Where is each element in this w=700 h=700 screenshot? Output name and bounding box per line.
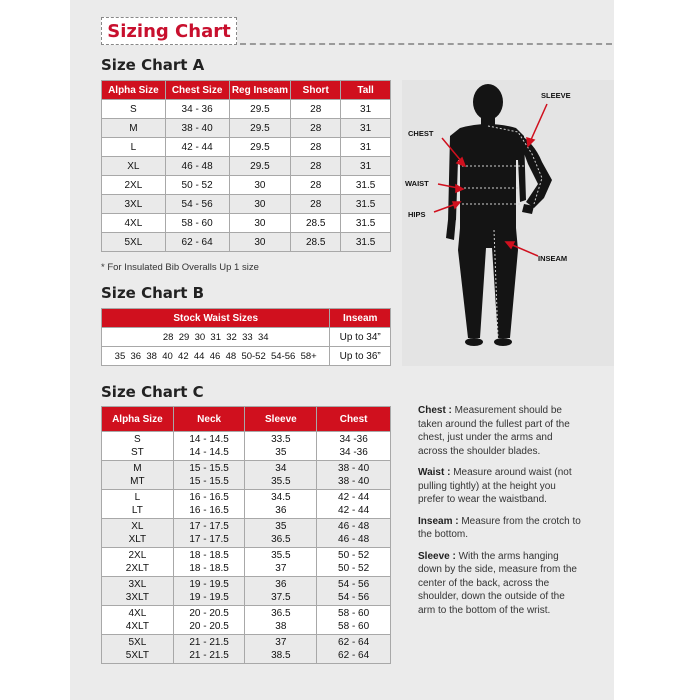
chart-a-title: Size Chart A: [101, 56, 205, 74]
chart-c-cell: [245, 519, 317, 548]
chart-c-cell-line: 21 - 21.5: [189, 637, 229, 648]
title-box: [101, 17, 237, 45]
chart-c-cell-line: 2XL: [128, 550, 147, 561]
chart-c-cell-line: 35.5: [271, 550, 291, 561]
chart-c-cell-line: 35.5: [271, 476, 291, 487]
table-row: [102, 461, 391, 490]
chart-c-cell: [173, 577, 245, 606]
chart-a-cell: 31: [341, 157, 391, 176]
table-row: [102, 157, 391, 176]
chart-c-cell-line: 38 - 40: [338, 476, 370, 487]
chart-c-cell: [173, 432, 245, 461]
table-row: [102, 347, 391, 366]
chart-a-cell: 2XL: [102, 176, 166, 195]
size-chart-a-table: [101, 80, 391, 252]
desc-chest-text: Measurement should be taken around the fullest part of the chest, just under the arms and across the shoulder blades.: [418, 405, 570, 457]
chart-c-cell-line: 35: [275, 521, 287, 532]
chest-label: CHEST: [408, 129, 434, 138]
measurement-figure: [402, 80, 614, 366]
table-row: [102, 548, 391, 577]
chart-c-cell: [317, 490, 391, 519]
chart-c-cell: [317, 432, 391, 461]
chart-c-cell: [102, 577, 174, 606]
desc-sleeve: [418, 550, 582, 618]
chart-c-cell-line: 18 - 18.5: [189, 563, 229, 574]
chart-c-cell: [317, 635, 391, 664]
chart-c-cell-line: LT: [131, 505, 143, 516]
chart-c-cell-line: S: [134, 434, 141, 445]
chart-c-cell-line: ST: [130, 447, 144, 458]
chart-c-cell-line: 46 - 48: [338, 534, 370, 545]
chart-a-cell: S: [102, 100, 166, 119]
chart-c-header-0: Alpha Size: [102, 407, 174, 432]
chart-c-cell-line: 37.5: [271, 592, 291, 603]
chart-a-header-4: Tall: [341, 81, 391, 100]
chart-c-cell-line: 15 - 15.5: [189, 463, 229, 474]
table-row: [102, 606, 391, 635]
table-row: [102, 432, 391, 461]
chart-a-cell: 30: [229, 176, 291, 195]
chart-a-cell: 34 - 36: [165, 100, 229, 119]
chart-a-note: * For Insulated Bib Overalls Up 1 size: [101, 262, 259, 273]
chart-a-cell: 5XL: [102, 233, 166, 252]
chart-c-cell: [245, 490, 317, 519]
desc-inseam-text: Measure from the crotch to the bottom.: [418, 515, 581, 540]
size-chart-c-table: [101, 406, 391, 664]
chart-b-header-1: Inseam: [330, 309, 391, 328]
chart-a-cell: 28.5: [291, 214, 341, 233]
chart-c-cell-line: 17 - 17.5: [189, 521, 229, 532]
table-row: [102, 233, 391, 252]
chart-a-cell: 28: [291, 138, 341, 157]
waist-label: WAIST: [405, 179, 429, 188]
chart-a-cell: 28: [291, 176, 341, 195]
chart-a-cell: 29.5: [229, 157, 291, 176]
table-row: [102, 519, 391, 548]
chart-c-cell-line: 36: [275, 579, 287, 590]
chart-c-cell-line: M: [133, 463, 142, 474]
chart-b-title: Size Chart B: [101, 284, 205, 302]
chart-c-cell-line: XLT: [128, 534, 147, 545]
table-row: [102, 577, 391, 606]
chart-c-cell: [245, 606, 317, 635]
table-row: [102, 119, 391, 138]
sizing-chart-page: [70, 0, 614, 700]
table-row: [102, 176, 391, 195]
table-row: [102, 100, 391, 119]
chart-c-cell-line: 38 - 40: [338, 463, 370, 474]
chart-c-cell-line: 50 - 52: [338, 550, 370, 561]
chart-a-cell: 30: [229, 195, 291, 214]
chart-a-header-0: Alpha Size: [102, 81, 166, 100]
desc-waist-term: Waist :: [418, 467, 451, 478]
inseam-label: INSEAM: [538, 254, 568, 263]
chart-a-cell: 31: [341, 138, 391, 157]
sleeve-label: SLEEVE: [541, 91, 571, 100]
chart-c-cell-line: 3XLT: [125, 592, 149, 603]
chart-c-cell-line: 34: [275, 463, 287, 474]
chart-a-cell: 38 - 40: [165, 119, 229, 138]
chart-a-cell: 31: [341, 100, 391, 119]
chart-c-cell-line: 36: [275, 505, 287, 516]
chart-c-cell-line: 34.5: [271, 492, 291, 503]
chart-a-cell: 28: [291, 100, 341, 119]
chart-c-cell: [245, 432, 317, 461]
hips-label: HIPS: [408, 210, 426, 219]
chart-c-header-2: Sleeve: [245, 407, 317, 432]
chart-c-cell-line: 15 - 15.5: [189, 476, 229, 487]
chart-a-cell: 31.5: [341, 233, 391, 252]
chart-c-header-1: Neck: [173, 407, 245, 432]
chart-c-cell: [317, 461, 391, 490]
chart-a-cell: 28: [291, 119, 341, 138]
chart-c-cell-line: 36.5: [271, 534, 291, 545]
chart-c-cell-line: 2XLT: [125, 563, 149, 574]
chart-c-cell-line: 50 - 52: [338, 563, 370, 574]
measurement-descriptions: [418, 404, 582, 625]
chart-c-cell: [173, 461, 245, 490]
desc-inseam-term: Inseam :: [418, 515, 459, 527]
chart-c-cell-line: 35: [275, 447, 287, 458]
chart-a-header-3: Short: [291, 81, 341, 100]
chart-a-cell: M: [102, 119, 166, 138]
chart-c-cell: [173, 490, 245, 519]
chart-c-cell: [173, 606, 245, 635]
chart-c-cell: [245, 461, 317, 490]
chart-c-cell: [317, 577, 391, 606]
chart-c-cell: [173, 548, 245, 577]
chart-c-cell-line: 54 - 56: [338, 592, 370, 603]
chart-b-header-0: Stock Waist Sizes: [102, 309, 330, 328]
chart-c-cell-line: 34 -36: [339, 434, 368, 445]
chart-c-cell-line: 37: [275, 637, 287, 648]
desc-sleeve-term: Sleeve :: [418, 550, 456, 562]
chart-a-cell: 31.5: [341, 214, 391, 233]
chart-a-cell: L: [102, 138, 166, 157]
chart-c-cell: [173, 519, 245, 548]
chart-a-cell: 28: [291, 195, 341, 214]
chart-c-cell-line: 38: [275, 621, 287, 632]
chart-a-cell: 31.5: [341, 176, 391, 195]
chart-c-cell-line: 19 - 19.5: [189, 579, 229, 590]
desc-waist: [418, 466, 582, 507]
chart-c-cell-line: 14 - 14.5: [189, 447, 229, 458]
chart-a-cell: 42 - 44: [165, 138, 229, 157]
chart-c-cell-line: 21 - 21.5: [189, 650, 229, 661]
chart-c-cell-line: 19 - 19.5: [189, 592, 229, 603]
chart-c-cell-line: 16 - 16.5: [189, 492, 229, 503]
chart-c-cell: [102, 461, 174, 490]
desc-inseam: [418, 515, 582, 542]
chart-a-cell: 28: [291, 157, 341, 176]
chart-c-cell-line: 37: [275, 563, 287, 574]
chart-a-cell: 30: [229, 233, 291, 252]
chart-c-cell-line: 4XL: [128, 608, 147, 619]
chart-a-cell: 4XL: [102, 214, 166, 233]
title-divider: [240, 43, 612, 45]
chart-a-cell: 29.5: [229, 138, 291, 157]
chart-c-header-3: Chest: [317, 407, 391, 432]
chart-c-cell: [317, 606, 391, 635]
table-row: [102, 635, 391, 664]
chart-b-cell: 35 36 38 40 42 44 46 48 50-52 54-56 58+: [102, 347, 330, 366]
chart-c-cell-line: 58 - 60: [338, 621, 370, 632]
chart-a-cell: 3XL: [102, 195, 166, 214]
desc-chest-term: Chest :: [418, 405, 452, 416]
table-row: [102, 138, 391, 157]
chart-c-cell: [102, 548, 174, 577]
chart-c-cell-line: 62 - 64: [338, 650, 370, 661]
chart-c-cell-line: 54 - 56: [338, 579, 370, 590]
chart-a-cell: 31: [341, 119, 391, 138]
chart-c-cell: [102, 519, 174, 548]
page-title: Sizing Chart: [107, 20, 231, 42]
chart-c-cell: [102, 606, 174, 635]
chart-c-cell: [102, 432, 174, 461]
chart-c-cell-line: 62 - 64: [338, 637, 370, 648]
chart-c-cell-line: 3XL: [128, 579, 147, 590]
chart-c-cell: [102, 490, 174, 519]
chart-a-cell: 28.5: [291, 233, 341, 252]
chart-c-cell-line: 42 - 44: [338, 505, 370, 516]
chart-c-cell: [245, 548, 317, 577]
chart-a-cell: 30: [229, 214, 291, 233]
chart-c-cell-line: 20 - 20.5: [189, 621, 229, 632]
chart-b-cell: 28 29 30 31 32 33 34: [102, 328, 330, 347]
chart-c-cell-line: 46 - 48: [338, 521, 370, 532]
chart-c-cell-line: 18 - 18.5: [189, 550, 229, 561]
chart-c-cell: [245, 577, 317, 606]
chart-c-cell-line: 58 - 60: [338, 608, 370, 619]
chart-c-cell: [317, 519, 391, 548]
table-row: [102, 328, 391, 347]
desc-chest: [418, 404, 582, 458]
chart-a-cell: 29.5: [229, 100, 291, 119]
table-row: [102, 214, 391, 233]
table-row: [102, 195, 391, 214]
chart-a-cell: 54 - 56: [165, 195, 229, 214]
chart-a-header-2: Reg Inseam: [229, 81, 291, 100]
chart-a-cell: 46 - 48: [165, 157, 229, 176]
chart-c-cell: [173, 635, 245, 664]
chart-c-cell-line: 36.5: [271, 608, 291, 619]
chart-b-cell: Up to 36”: [330, 347, 391, 366]
body-silhouette-icon: [402, 80, 614, 366]
chart-c-cell-line: 42 - 44: [338, 492, 370, 503]
chart-a-cell: XL: [102, 157, 166, 176]
chart-a-cell: 62 - 64: [165, 233, 229, 252]
chart-c-cell-line: 38.5: [271, 650, 291, 661]
chart-c-cell-line: 20 - 20.5: [189, 608, 229, 619]
chart-a-header-1: Chest Size: [165, 81, 229, 100]
chart-a-cell: 31.5: [341, 195, 391, 214]
chart-c-cell-line: MT: [130, 476, 145, 487]
chart-c-cell-line: 16 - 16.5: [189, 505, 229, 516]
desc-waist-text: Measure around waist (not pulling tightly) at the height you prefer to wear the waistband.: [418, 467, 572, 505]
chart-c-title: Size Chart C: [101, 383, 204, 401]
size-chart-b-table: [101, 308, 391, 366]
chart-c-cell-line: 33.5: [271, 434, 291, 445]
table-row: [102, 490, 391, 519]
chart-c-cell-line: 17 - 17.5: [189, 534, 229, 545]
chart-a-cell: 50 - 52: [165, 176, 229, 195]
chart-b-cell: Up to 34”: [330, 328, 391, 347]
chart-c-cell-line: L: [134, 492, 141, 503]
chart-c-cell-line: 4XLT: [125, 621, 149, 632]
chart-a-cell: 29.5: [229, 119, 291, 138]
chart-c-cell-line: 14 - 14.5: [189, 434, 229, 445]
chart-a-cell: 58 - 60: [165, 214, 229, 233]
desc-sleeve-text: With the arms hanging down by the side, measure from the center of the back, across the shoulder, down the outside of the arm to the bottom of the wrist.: [418, 550, 577, 616]
chart-c-cell: [245, 635, 317, 664]
chart-c-cell-line: 34 -36: [339, 447, 368, 458]
chart-c-cell-line: XL: [131, 521, 144, 532]
chart-c-cell: [102, 635, 174, 664]
chart-c-cell-line: 5XLT: [125, 650, 149, 661]
chart-c-cell-line: 5XL: [128, 637, 147, 648]
chart-c-cell: [317, 548, 391, 577]
